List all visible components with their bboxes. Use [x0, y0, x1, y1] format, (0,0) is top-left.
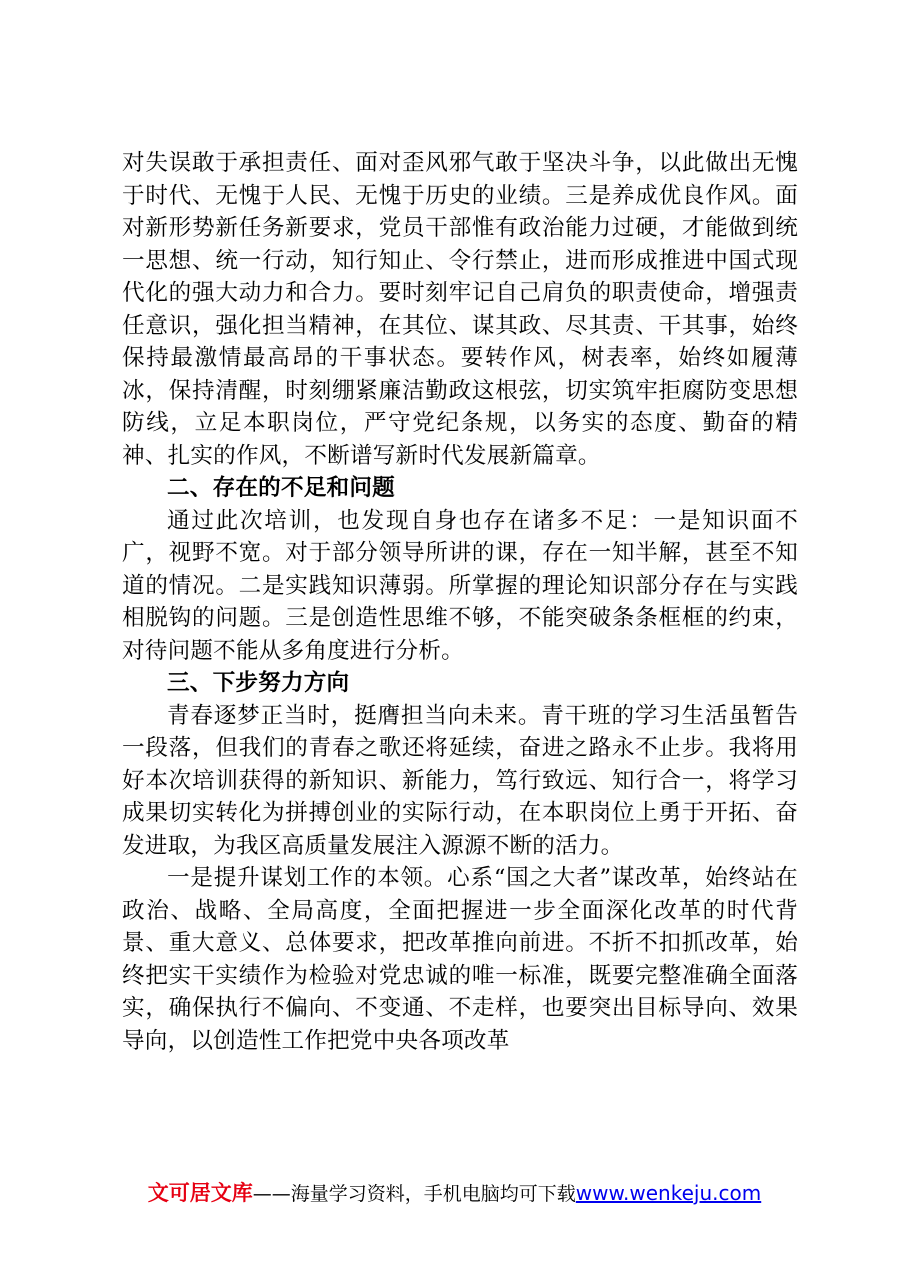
footer-site-link[interactable]: www.wenkeju.com	[575, 1181, 762, 1205]
paragraph-improve-planning: 一是提升谋划工作的本领。心系“国之大者”谋改革，始终站在政治、战略、全局高度，全面把握进一步全面深化改革的时代背景、重大意义、总体要求，把改革推向前进。不折不扣抓改革，始终把实干实绩作为检验对党忠诚的唯一标准，既要完整准确全面落实，确保执行不偏向、不变通、不走样，也要突出目标导向、效果导向，以创造性工作把党中央各项改革	[122, 865, 798, 1054]
footer-tagline: ——海量学习资料，手机电脑均可下载	[252, 1183, 576, 1205]
section-heading-next-steps: 三、下步努力方向	[167, 670, 350, 696]
footer-brand: 文可居文库	[147, 1181, 253, 1205]
document-body	[122, 147, 798, 1057]
section-heading-shortcomings: 二、存在的不足和问题	[167, 475, 395, 501]
paragraph-shortcomings: 通过此次培训，也发现自身也存在诸多不足：一是知识面不广，视野不宽。对于部分领导所讲的课，存在一知半解，甚至不知道的情况。二是实践知识薄弱。所掌握的理论知识部分存在与实践相脱钩的问题。三是创造性思维不够，不能突破条条框框的约束，对待问题不能从多角度进行分析。	[122, 507, 798, 664]
paragraph-continued: 对失误敢于承担责任、面对歪风邪气敢于坚决斗争，以此做出无愧于时代、无愧于人民、无愧于历史的业绩。三是养成优良作风。面对新形势新任务新要求，党员干部惟有政治能力过硬，才能做到统一思想、统一行动，知行知止、令行禁止，进而形成推进中国式现代化的强大动力和合力。要时刻牢记自己肩负的职责使命，增强责任意识，强化担当精神，在其位、谋其政、尽其责、干其事，始终保持最激情最高昂的干事状态。要转作风，树表率，始终如履薄冰，保持清醒，时刻绷紧廉洁勤政这根弦，切实筑牢拒腐防变思想防线，立足本职岗位，严守党纪条规，以务实的态度、勤奋的精神、扎实的作风，不断谱写新时代发展新篇章。	[122, 150, 798, 469]
paragraph-next-steps: 青春逐梦正当时，挺膺担当向未来。青干班的学习生活虽暂告一段落，但我们的青春之歌还将延续，奋进之路永不止步。我将用好本次培训获得的新知识、新能力，笃行致远、知行合一，将学习成果切实转化为拼搏创业的实际行动，在本职岗位上勇于开拓、奋发进取，为我区高质量发展注入源源不断的活力。	[122, 702, 798, 859]
footer-banner	[0, 1177, 909, 1207]
